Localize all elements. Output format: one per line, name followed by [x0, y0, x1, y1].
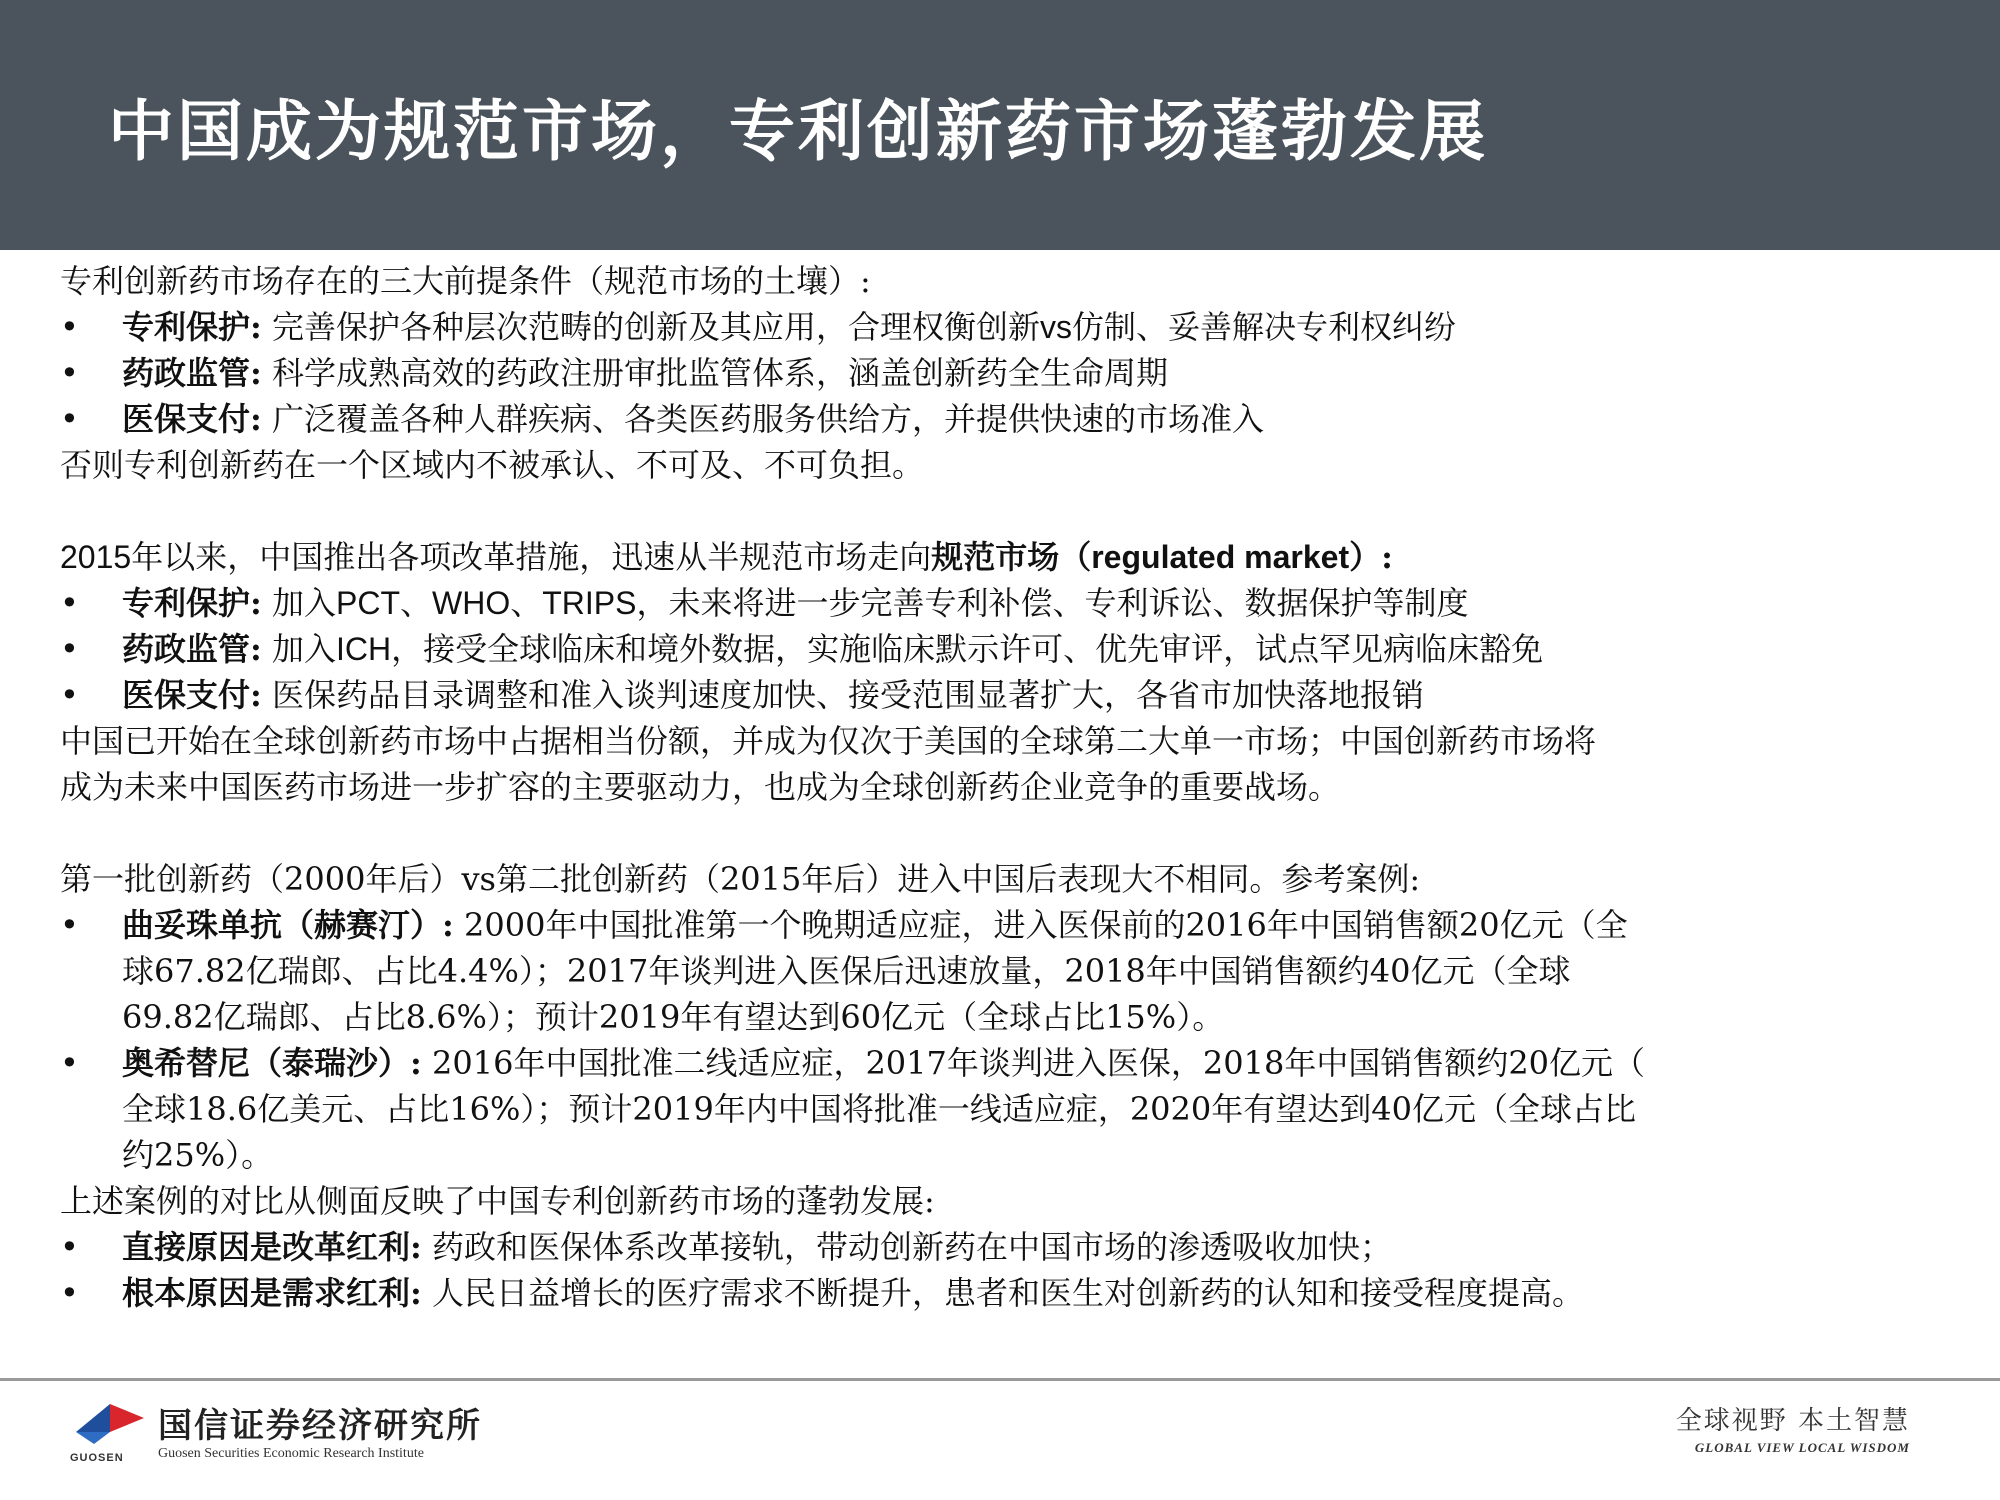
bullet-text: 仿制、妥善解决专利权纠纷: [1072, 308, 1457, 346]
bullet-label: 药政监管:: [122, 630, 262, 668]
reason-direct: • 直接原因是改革红利: 药政和医保体系改革接轨，带动创新药在中国市场的渗透吸收加快；: [60, 1224, 1960, 1270]
section2-intro: 2015年以来，中国推出各项改革措施，迅速从半规范市场走向规范市场（regulated market）:: [60, 538, 1393, 576]
section1-bullet-patent: [60, 304, 1960, 350]
slide-body: [60, 258, 1960, 1316]
spacer: [60, 488, 1960, 534]
guosen-logo-icon: [70, 1398, 150, 1454]
bullet-dot: •: [60, 354, 79, 392]
bullet-dot: •: [60, 400, 79, 438]
bullet-text: 完善保护各种层次范畴的创新及其应用，合理权衡创新: [261, 308, 1041, 346]
bullet-dot: •: [60, 630, 79, 668]
bullet-dot: •: [60, 676, 79, 714]
section3-reflection: 上述案例的对比从侧面反映了中国专利创新药市场的蓬勃发展:: [60, 1182, 935, 1220]
case-trastuzumab: • 曲妥珠单抗（赫赛汀）: 2000年中国批准第一个晚期适应症，进入医保前的2016年中国销售额20亿元（全 球67.82亿瑞郎、占比4.4%）；2017年谈判进入医保后迅速放量，2018年中国销售额约40亿元（全球 69.82亿瑞郎、占比8.6%）；预计2019年有望达到60亿元（全球占比15%）。: [60, 902, 1960, 1040]
slogan-en: GLOBAL VIEW LOCAL WISDOM: [1694, 1440, 1910, 1455]
section3-intro: 第一批创新药（2000年后）vs第二批创新药（2015年后）进入中国后表现大不相同。参考案例:: [60, 860, 1421, 898]
footer-divider: [0, 1378, 2000, 1381]
bullet-label: 医保支付:: [122, 400, 262, 438]
bullet-label: 医保支付:: [122, 676, 262, 714]
bullet-text: 科学成熟高效的药政注册审批监管体系，涵盖创新药全生命周期: [261, 354, 1169, 392]
section1-bullet-regulation: [60, 350, 1960, 396]
bullet-text: 广泛覆盖各种人群疾病、各类医药服务供给方，并提供快速的市场准入: [261, 400, 1265, 438]
section2-summary-line2: 成为未来中国医药市场进一步扩容的主要驱动力，也成为全球创新药企业竞争的重要战场。: [60, 768, 1341, 806]
reason-fundamental: • 根本原因是需求红利: 人民日益增长的医疗需求不断提升，患者和医生对创新药的认知和接受程度提高。: [60, 1270, 1960, 1316]
title-banner: [0, 0, 2000, 250]
bullet-dot: •: [60, 308, 79, 346]
institute-name-cn: 国信证券经济研究所: [158, 1406, 482, 1446]
bullet-label: 根本原因是需求红利:: [122, 1274, 422, 1312]
institute-name-en: Guosen Securities Economic Research Institute: [158, 1446, 424, 1461]
section2-bullet-insurance: • 医保支付: 医保药品目录调整和准入谈判速度加快、接受范围显著扩大，各省市加快落地报销: [60, 672, 1960, 718]
bullet-dot: •: [60, 1274, 79, 1312]
section1-conclusion: 否则专利创新药在一个区域内不被承认、不可及、不可负担。: [60, 446, 925, 484]
bullet-label: 专利保护:: [122, 584, 262, 622]
bullet-text-en: vs: [1040, 309, 1073, 345]
logo-wordmark: GUOSEN: [70, 1452, 124, 1464]
case-osimertinib: • 奥希替尼（泰瑞沙）: 2016年中国批准二线适应症，2017年谈判进入医保，2018年中国销售额约20亿元（ 全球18.6亿美元、占比16%）；预计2019年内中国将批准一线适应症，2020年有望达到40亿元（全球占比 约25%）。: [60, 1040, 1960, 1178]
bullet-label: 专利保护:: [122, 308, 262, 346]
bullet-dot: •: [60, 584, 79, 622]
spacer: [60, 810, 1960, 856]
bullet-label: 曲妥珠单抗（赫赛汀）:: [122, 906, 454, 944]
bullet-label: 奥希替尼（泰瑞沙）:: [122, 1044, 422, 1082]
page-title: 中国成为规范市场，专利创新药市场蓬勃发展: [108, 92, 1488, 170]
bullet-dot: •: [60, 1228, 79, 1266]
section1-intro: 专利创新药市场存在的三大前提条件（规范市场的土壤）:: [60, 262, 871, 300]
bullet-dot: •: [60, 906, 79, 944]
section2-bullet-patent: • 专利保护: 加入PCT、WHO、TRIPS，未来将进一步完善专利补偿、专利诉讼、数据保护等制度: [60, 580, 1960, 626]
bullet-label: 药政监管:: [122, 354, 262, 392]
bullet-dot: •: [60, 1044, 79, 1082]
bullet-label: 直接原因是改革红利:: [122, 1228, 422, 1266]
section1-bullet-insurance: [60, 396, 1960, 442]
section2-summary-line1: 中国已开始在全球创新药市场中占据相当份额，并成为仅次于美国的全球第二大单一市场；中国创新药市场将: [60, 722, 1597, 760]
section2-bullet-regulation: • 药政监管: 加入ICH，接受全球临床和境外数据，实施临床默示许可、优先审评，试点罕见病临床豁免: [60, 626, 1960, 672]
slogan-cn: 全球视野 本土智慧: [1675, 1406, 1910, 1436]
